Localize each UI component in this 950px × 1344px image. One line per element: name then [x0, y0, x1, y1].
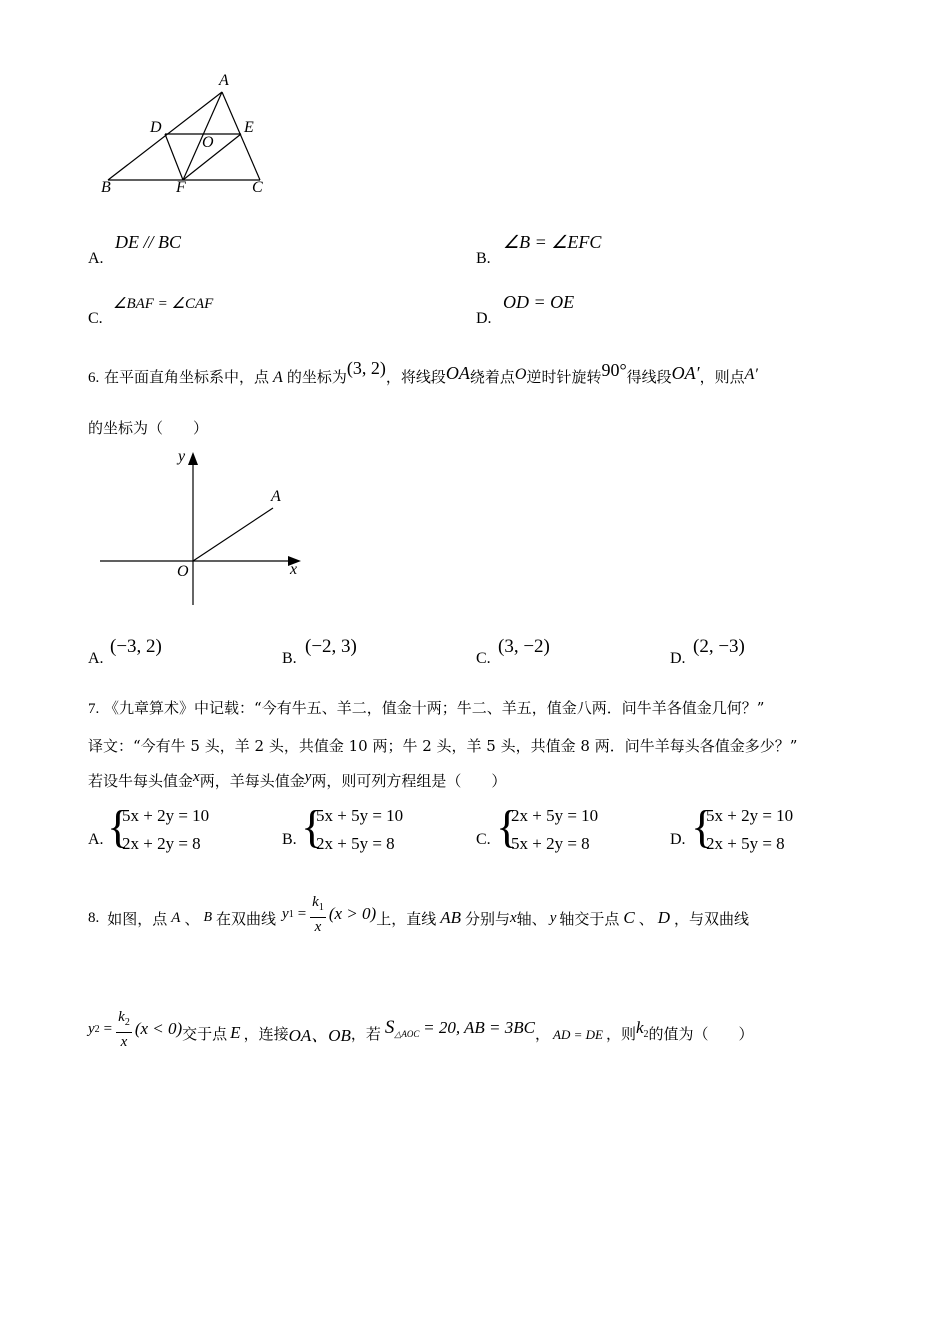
q6-option-c-text: (3, −2): [498, 636, 550, 657]
q7-option-c-label: C.: [476, 831, 491, 848]
fig5-label-F: F: [176, 179, 186, 196]
q5-option-a-label: A.: [88, 250, 104, 267]
q7-option-b-label: B.: [282, 831, 297, 848]
q6-option-d-label: D.: [670, 650, 686, 667]
q6-stem-line1: 6. 在平面直角坐标系中，点 A 的坐标为(3, 2)，将线段OA绕着点O逆时针旋转90°得线段OA′，则点A′: [88, 358, 758, 386]
fig5-label-D: D: [150, 119, 162, 136]
q6-option-c-label: C.: [476, 650, 491, 667]
fig5-label-O: O: [202, 134, 214, 151]
q8-area-condition: $S_{\triangle AOC} = 20$, AB = 3BC: [384, 1016, 535, 1039]
q5-option-a-text: DE // BC: [115, 232, 181, 252]
q8-stem-line2: y 2 = $\frac{k_2}{x}$ (x < 0) 交于点 E ，连接 OA、OB ，若 $S_{\triangle AOC} = 20$, AB = 3BC ， AD = DE ，则 $k_2$ 的值为（ ）: [88, 1008, 754, 1050]
q8-stem-line1: 8. 如图，点 A 、 B 在双曲线 y 1 = $\frac{k_1}{x}$ (x > 0) 上，直线 AB 分别与 x 轴、 y 轴交于点 C 、 D ，与双曲线: [88, 893, 750, 935]
q7-option-b-eq1: 5x + 5y = 10: [316, 806, 404, 825]
q6-option-b-label: B.: [282, 650, 297, 667]
q6-option-d-text: (2, −3): [693, 636, 745, 657]
q7-stem-line1: 7. 《九章算术》中记载：“今有牛五、羊二，值金十两；牛二、羊五，值金八两．问牛羊各值金几何？”: [88, 699, 765, 717]
q7-stem-line2: 译文：“今有牛 5 头，羊 2 头，共值金 10 两；牛 2 头，羊 5 头，共值金 8 两．问牛羊每头各值金多少？”: [88, 737, 798, 755]
q6-option-b-text: (−2, 3): [305, 636, 357, 657]
q5-option-d-label: D.: [476, 310, 492, 327]
q8-number: 8.: [88, 909, 100, 926]
q6-option-a-text: (−3, 2): [110, 636, 162, 657]
q7-option-d-eq1: 5x + 2y = 10: [706, 806, 794, 825]
q5-option-b-text: ∠B = ∠EFC: [503, 232, 602, 252]
q6-option-a-label: A.: [88, 650, 104, 667]
q8-hyperbola-y1: y 1 = $\frac{k_1}{x}$ (x > 0): [282, 893, 377, 935]
q7-option-b-brace: {: [301, 801, 324, 852]
fig6-label-O: O: [177, 563, 189, 580]
fig5-label-C: C: [252, 179, 263, 196]
q7-option-d-eq2: 2x + 5y = 8: [706, 834, 785, 853]
q5-option-d-text: OD = OE: [503, 292, 575, 312]
q8-hyperbola-y2: y 2 = $\frac{k_2}{x}$ (x < 0): [88, 1008, 183, 1050]
fig5-label-A: A: [219, 72, 229, 89]
q7-option-c-eq1: 2x + 5y = 10: [511, 806, 599, 825]
q7-option-c-eq2: 5x + 2y = 8: [511, 834, 590, 853]
q6-number: 6.: [88, 370, 100, 386]
q5-option-b-label: B.: [476, 250, 491, 267]
fig6-label-x: x: [290, 561, 298, 578]
coordinate-figure: [98, 450, 308, 610]
q6-stem-line2: 的坐标为（ ）: [88, 419, 209, 437]
q7-option-a-eq2: 2x + 2y = 8: [122, 834, 201, 853]
fig5-label-E: E: [244, 119, 254, 136]
q7-number: 7.: [88, 701, 100, 717]
fig6-label-A: A: [271, 488, 281, 505]
q7-stem-line3: 若设牛每头值金x两，羊每头值金y两，则可列方程组是（ ）: [88, 769, 507, 790]
q7-option-a-eq1: 5x + 2y = 10: [122, 806, 210, 825]
q7-option-b-eq2: 2x + 5y = 8: [316, 834, 395, 853]
q5-option-c-label: C.: [88, 310, 103, 327]
q7-option-d-label: D.: [670, 831, 686, 848]
fig5-label-B: B: [101, 179, 111, 196]
q5-option-c-text: ∠BAF = ∠CAF: [113, 296, 214, 312]
q7-option-a-brace: {: [107, 801, 130, 852]
fig6-label-y: y: [178, 448, 186, 465]
q7-option-a-label: A.: [88, 831, 104, 848]
q7-option-c-brace: {: [496, 801, 519, 852]
q7-option-d-brace: {: [691, 801, 714, 852]
